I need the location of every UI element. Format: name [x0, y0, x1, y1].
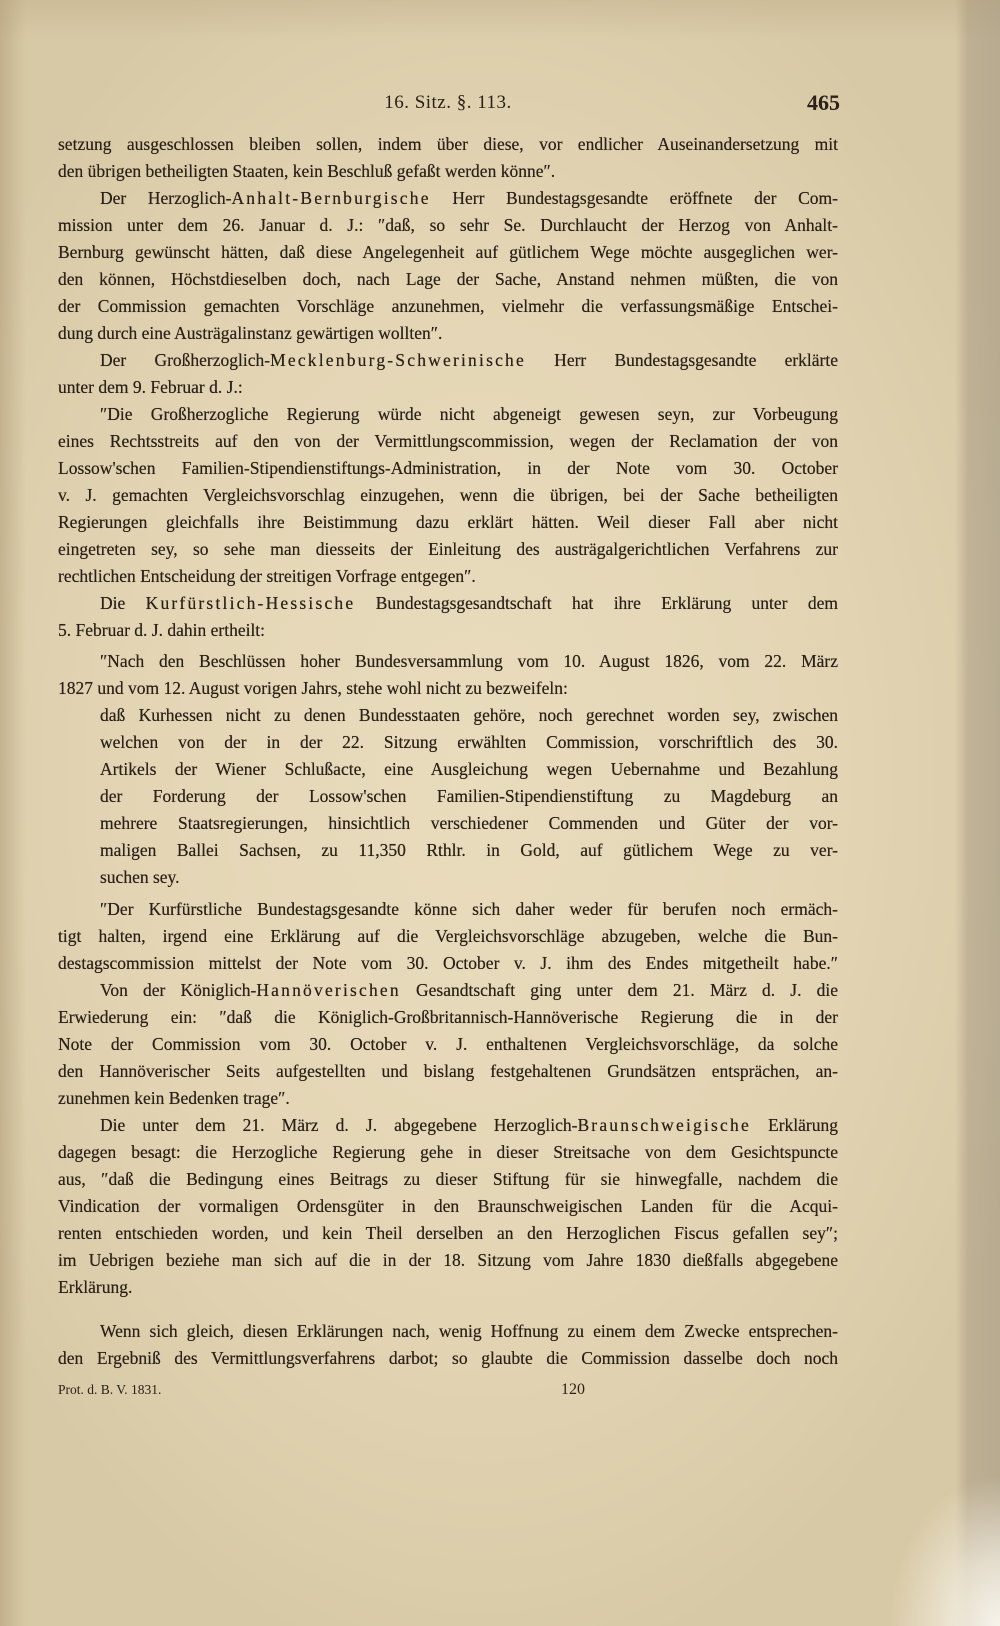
- spaced-emphasis: Hannöverischen: [256, 980, 401, 1000]
- text-line: den können, Höchstdieselben doch, nach Lage der Sache, Anstand nehmen müßten, die von: [58, 269, 838, 289]
- text-line: setzung ausgeschlossen bleiben sollen, indem über diese, vor endlicher Auseinandersetzung mit: [58, 134, 838, 154]
- text-line: ″Nach den Beschlüssen hoher Bundesversammlung vom 10. August 1826, vom 22. März: [100, 651, 838, 671]
- text-line: [58, 977, 838, 1004]
- quoted-line: maligen Ballei Sachsen, zu 11,350 Rthlr. in Gold, auf gütlichem Wege zu ver-: [100, 840, 838, 860]
- spaced-emphasis: Mecklenburg-Schwerinische: [270, 350, 526, 370]
- page-number: 465: [807, 90, 840, 115]
- text-line: mission unter dem 26. Januar d. J.: ″daß, so sehr Se. Durchlaucht der Herzog von Anhalt-: [58, 215, 838, 235]
- text-line: 5. Februar d. J. dahin ertheilt:: [58, 620, 266, 640]
- text-segment: Gesandtschaft ging unter dem 21. März d. J. die: [400, 980, 838, 1000]
- text-line: unter dem 9. Februar d. J.:: [58, 377, 243, 397]
- text-line: 1827 und vom 12. August vorigen Jahrs, stehe wohl nicht zu bezweifeln:: [58, 678, 568, 698]
- text-line: eingetreten sey, so sehe man diesseits der Einleitung des austrägalgerichtlichen Verfahrens zur: [58, 539, 838, 559]
- text-line: den Ergebniß des Vermittlungsverfahrens darbot; so glaubte die Commission dasselbe doch noch: [58, 1348, 838, 1368]
- quoted-line: Artikels der Wiener Schlußacte, eine Ausgleichung wegen Uebernahme und Bezahlung: [100, 759, 838, 779]
- text-line: renten entschieden worden, und kein Theil derselben an den Herzoglichen Fiscus gefallen sey″;: [58, 1223, 838, 1243]
- text-line: [58, 185, 838, 212]
- text-line: dagegen besagt: die Herzogliche Regierung gehe in dieser Streitsache von dem Gesichtspuncte: [58, 1142, 838, 1162]
- text-line: Lossow'schen Familien-Stipendienstiftungs-Administration, in der Note vom 30. October: [58, 458, 838, 478]
- text-line: eines Rechtsstreits auf den von der Vermittlungscommission, wegen der Reclamation der von: [58, 431, 838, 451]
- spaced-emphasis: Braunschweigische: [577, 1115, 751, 1135]
- text-line: Vindication der vormaligen Ordensgüter in den Braunschweigischen Landen für die Acqui-: [58, 1196, 838, 1216]
- running-head: 16. Sitz. §. 113.: [384, 92, 512, 113]
- text-line: der Commission gemachten Vorschläge anzunehmen, vielmehr die verfassungsmäßige Entschei-: [58, 296, 838, 316]
- text-line: ″Der Kurfürstliche Bundestagsgesandte könne sich daher weder für berufen noch ermäch-: [100, 899, 838, 919]
- text-line: [58, 590, 838, 617]
- text-line: zunehmen kein Bedenken trage″.: [58, 1088, 290, 1108]
- text-segment: Der Herzoglich-: [100, 188, 232, 208]
- quoted-line: mehrere Staatsregierungen, hinsichtlich verschiedener Commenden und Güter der vor-: [100, 813, 838, 833]
- quoted-line: daß Kurhessen nicht zu denen Bundesstaaten gehöre, noch gerechnet worden sey, zwischen: [100, 705, 838, 725]
- text-segment: Herr Bundestagsgesandte eröffnete der Com-: [430, 188, 838, 208]
- text-line: Wenn sich gleich, diesen Erklärungen nach, wenig Hoffnung zu einem dem Zwecke entsprechen-: [100, 1321, 838, 1341]
- text-line: Erklärung.: [58, 1277, 133, 1297]
- text-line: [58, 347, 838, 374]
- text-line: aus, ″daß die Bedingung eines Beitrags zu dieser Stiftung für sie hinwegfalle, nachdem die: [58, 1169, 838, 1189]
- sheet-number: 120: [561, 1381, 585, 1398]
- text-line: im Uebrigen beziehe man sich auf die in der 18. Sitzung vom Jahre 1830 dießfalls abgegebene: [58, 1250, 838, 1270]
- text-line: dung durch eine Austrägalinstanz gewärtigen wollten″.: [58, 323, 443, 343]
- spaced-emphasis: Anhalt-Bernburgische: [231, 188, 431, 208]
- text-line: destagscommission mittelst der Note vom 30. October v. J. ihm des Endes mitgetheilt habe.″: [58, 953, 838, 973]
- text-line: tigt halten, irgend eine Erklärung auf die Vergleichsvorschläge abzugeben, welche die Bun-: [58, 926, 838, 946]
- text-segment: Erklärung: [750, 1115, 838, 1135]
- text-segment: Der Großherzoglich-: [100, 350, 271, 370]
- text-segment: Die: [100, 593, 146, 613]
- text-line: Note der Commission vom 30. October v. J. enthaltenen Vergleichsvorschläge, da solche: [58, 1034, 838, 1054]
- text-line: den übrigen betheiligten Staaten, kein Beschluß gefaßt werden könne″.: [58, 161, 556, 181]
- text-segment: Die unter dem 21. März d. J. abgegebene Herzoglich-: [100, 1115, 578, 1135]
- text-line: [58, 1112, 838, 1139]
- text-segment: Von der Königlich-: [100, 980, 257, 1000]
- quoted-line: der Forderung der Lossow'schen Familien-Stipendienstiftung zu Magdeburg an: [100, 786, 838, 806]
- text-line: v. J. gemachten Vergleichsvorschlag einzugehen, wenn die übrigen, bei der Sache betheiligten: [58, 485, 838, 505]
- quoted-line: welchen von der in der 22. Sitzung erwählten Commission, vorschriftlich des 30.: [100, 732, 838, 752]
- text-segment: Herr Bundestagsgesandte erklärte: [525, 350, 838, 370]
- text-line: Bernburg gewünscht hätten, daß diese Angelegenheit auf gütlichem Wege möchte ausgeglichen wer-: [58, 242, 838, 262]
- body-text: [58, 131, 838, 1372]
- text-line: Erwiederung ein: ″daß die Königlich-Großbritannisch-Hannöverische Regierung die in der: [58, 1007, 838, 1027]
- text-segment: Bundestagsgesandtschaft hat ihre Erklärung unter dem: [355, 593, 838, 613]
- text-line: rechtlichen Entscheidung der streitigen Vorfrage entgegen″.: [58, 566, 476, 586]
- quoted-line: suchen sey.: [100, 867, 180, 887]
- spaced-emphasis: Kurfürstlich-Hessische: [145, 593, 356, 613]
- footer-signature: Prot. d. B. V. 1831.: [58, 1382, 162, 1397]
- text-line: den Hannöverischer Seits aufgestellten und bislang festgehaltenen Grundsätzen entsprächen, an-: [58, 1061, 838, 1081]
- text-line: Regierungen gleichfalls ihre Beistimmung dazu erklärt hätten. Weil dieser Fall aber nicht: [58, 512, 838, 532]
- text-line: ″Die Großherzogliche Regierung würde nicht abgeneigt gewesen seyn, zur Vorbeugung: [100, 404, 838, 424]
